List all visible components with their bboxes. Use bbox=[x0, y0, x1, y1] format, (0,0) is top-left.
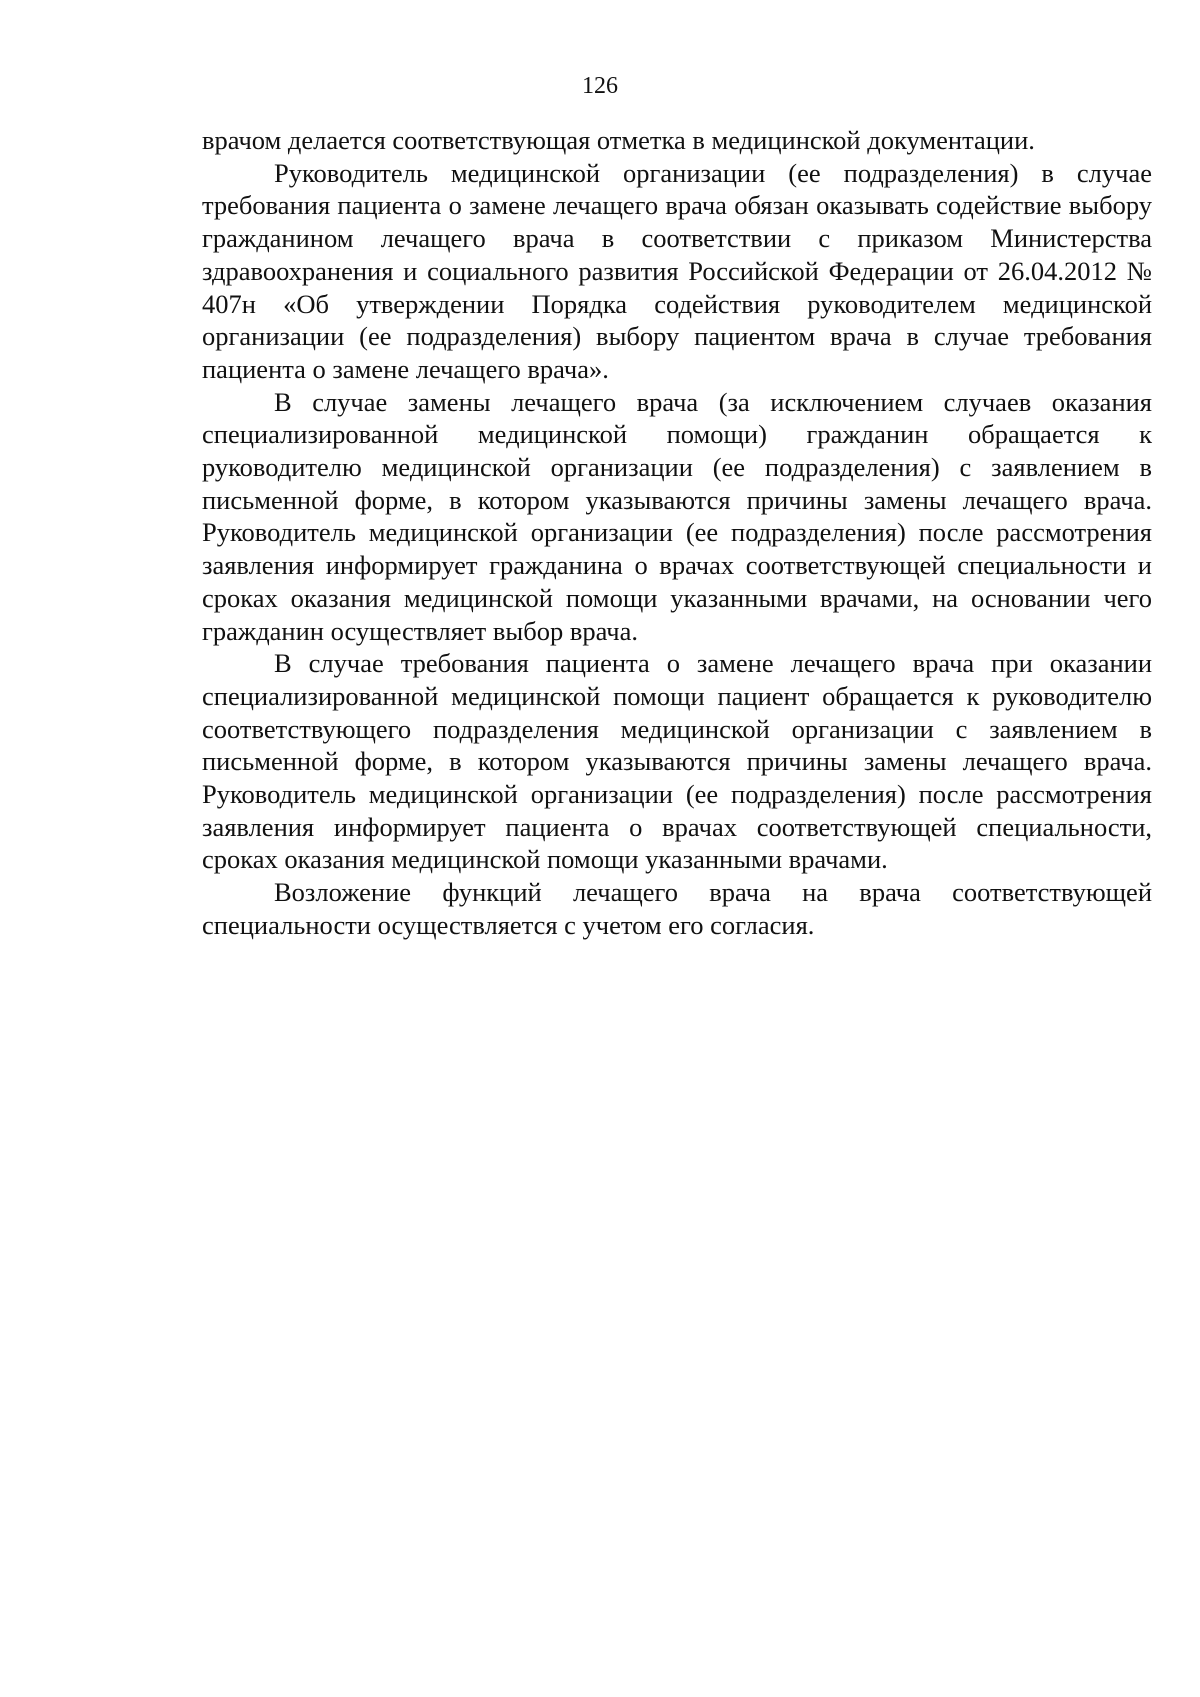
paragraph-replacement-specialized: В случае требования пациента о замене лечащего врача при оказании специализированной медицинской помощи пациент обращается к руководителю соответствующего подразделения медицинской организации с заявлением в письменной форме, в котором указываются причины замены лечащего врача. Руководитель медицинской организации (ее подразделения) после рассмотрения заявления информирует пациента о врачах соответствующей специальности, сроках оказания медицинской помощи указанными врачами. bbox=[202, 648, 1152, 875]
paragraph-consent: Возложение функций лечащего врача на врача соответствующей специальности осуществляется с учетом его согласия. bbox=[202, 877, 1152, 940]
page-number: 126 bbox=[582, 73, 618, 99]
paragraph-continuation: врачом делается соответствующая отметка в медицинской документации. bbox=[202, 125, 1035, 155]
paragraph-replacement-general: В случае замены лечащего врача (за исключением случаев оказания специализированной медицинской помощи) гражданин обращается к руководителю медицинской организации (ее подразделения) с заявлением в письменной форме, в котором указываются причины замены лечащего врача. Руководитель медицинской организации (ее подразделения) после рассмотрения заявления информирует гражданина о врачах соответствующей специальности и сроках оказания медицинской помощи указанными врачами, на основании чего гражданин осуществляет выбор врача. bbox=[202, 386, 1152, 646]
document-body bbox=[202, 124, 1152, 942]
paragraph-head-duty: Руководитель медицинской организации (ее подразделения) в случае требования пациента о замене лечащего врача обязан оказывать содействие выбору гражданином лечащего врача в соответствии с приказом Министерства здравоохранения и социального развития Российской Федерации от 26.04.2012 № 407н «Об утверждении Порядка содействия руководителем медицинской организации (ее подразделения) выбору пациентом врача в случае требования пациента о замене лечащего врача». bbox=[202, 157, 1152, 384]
